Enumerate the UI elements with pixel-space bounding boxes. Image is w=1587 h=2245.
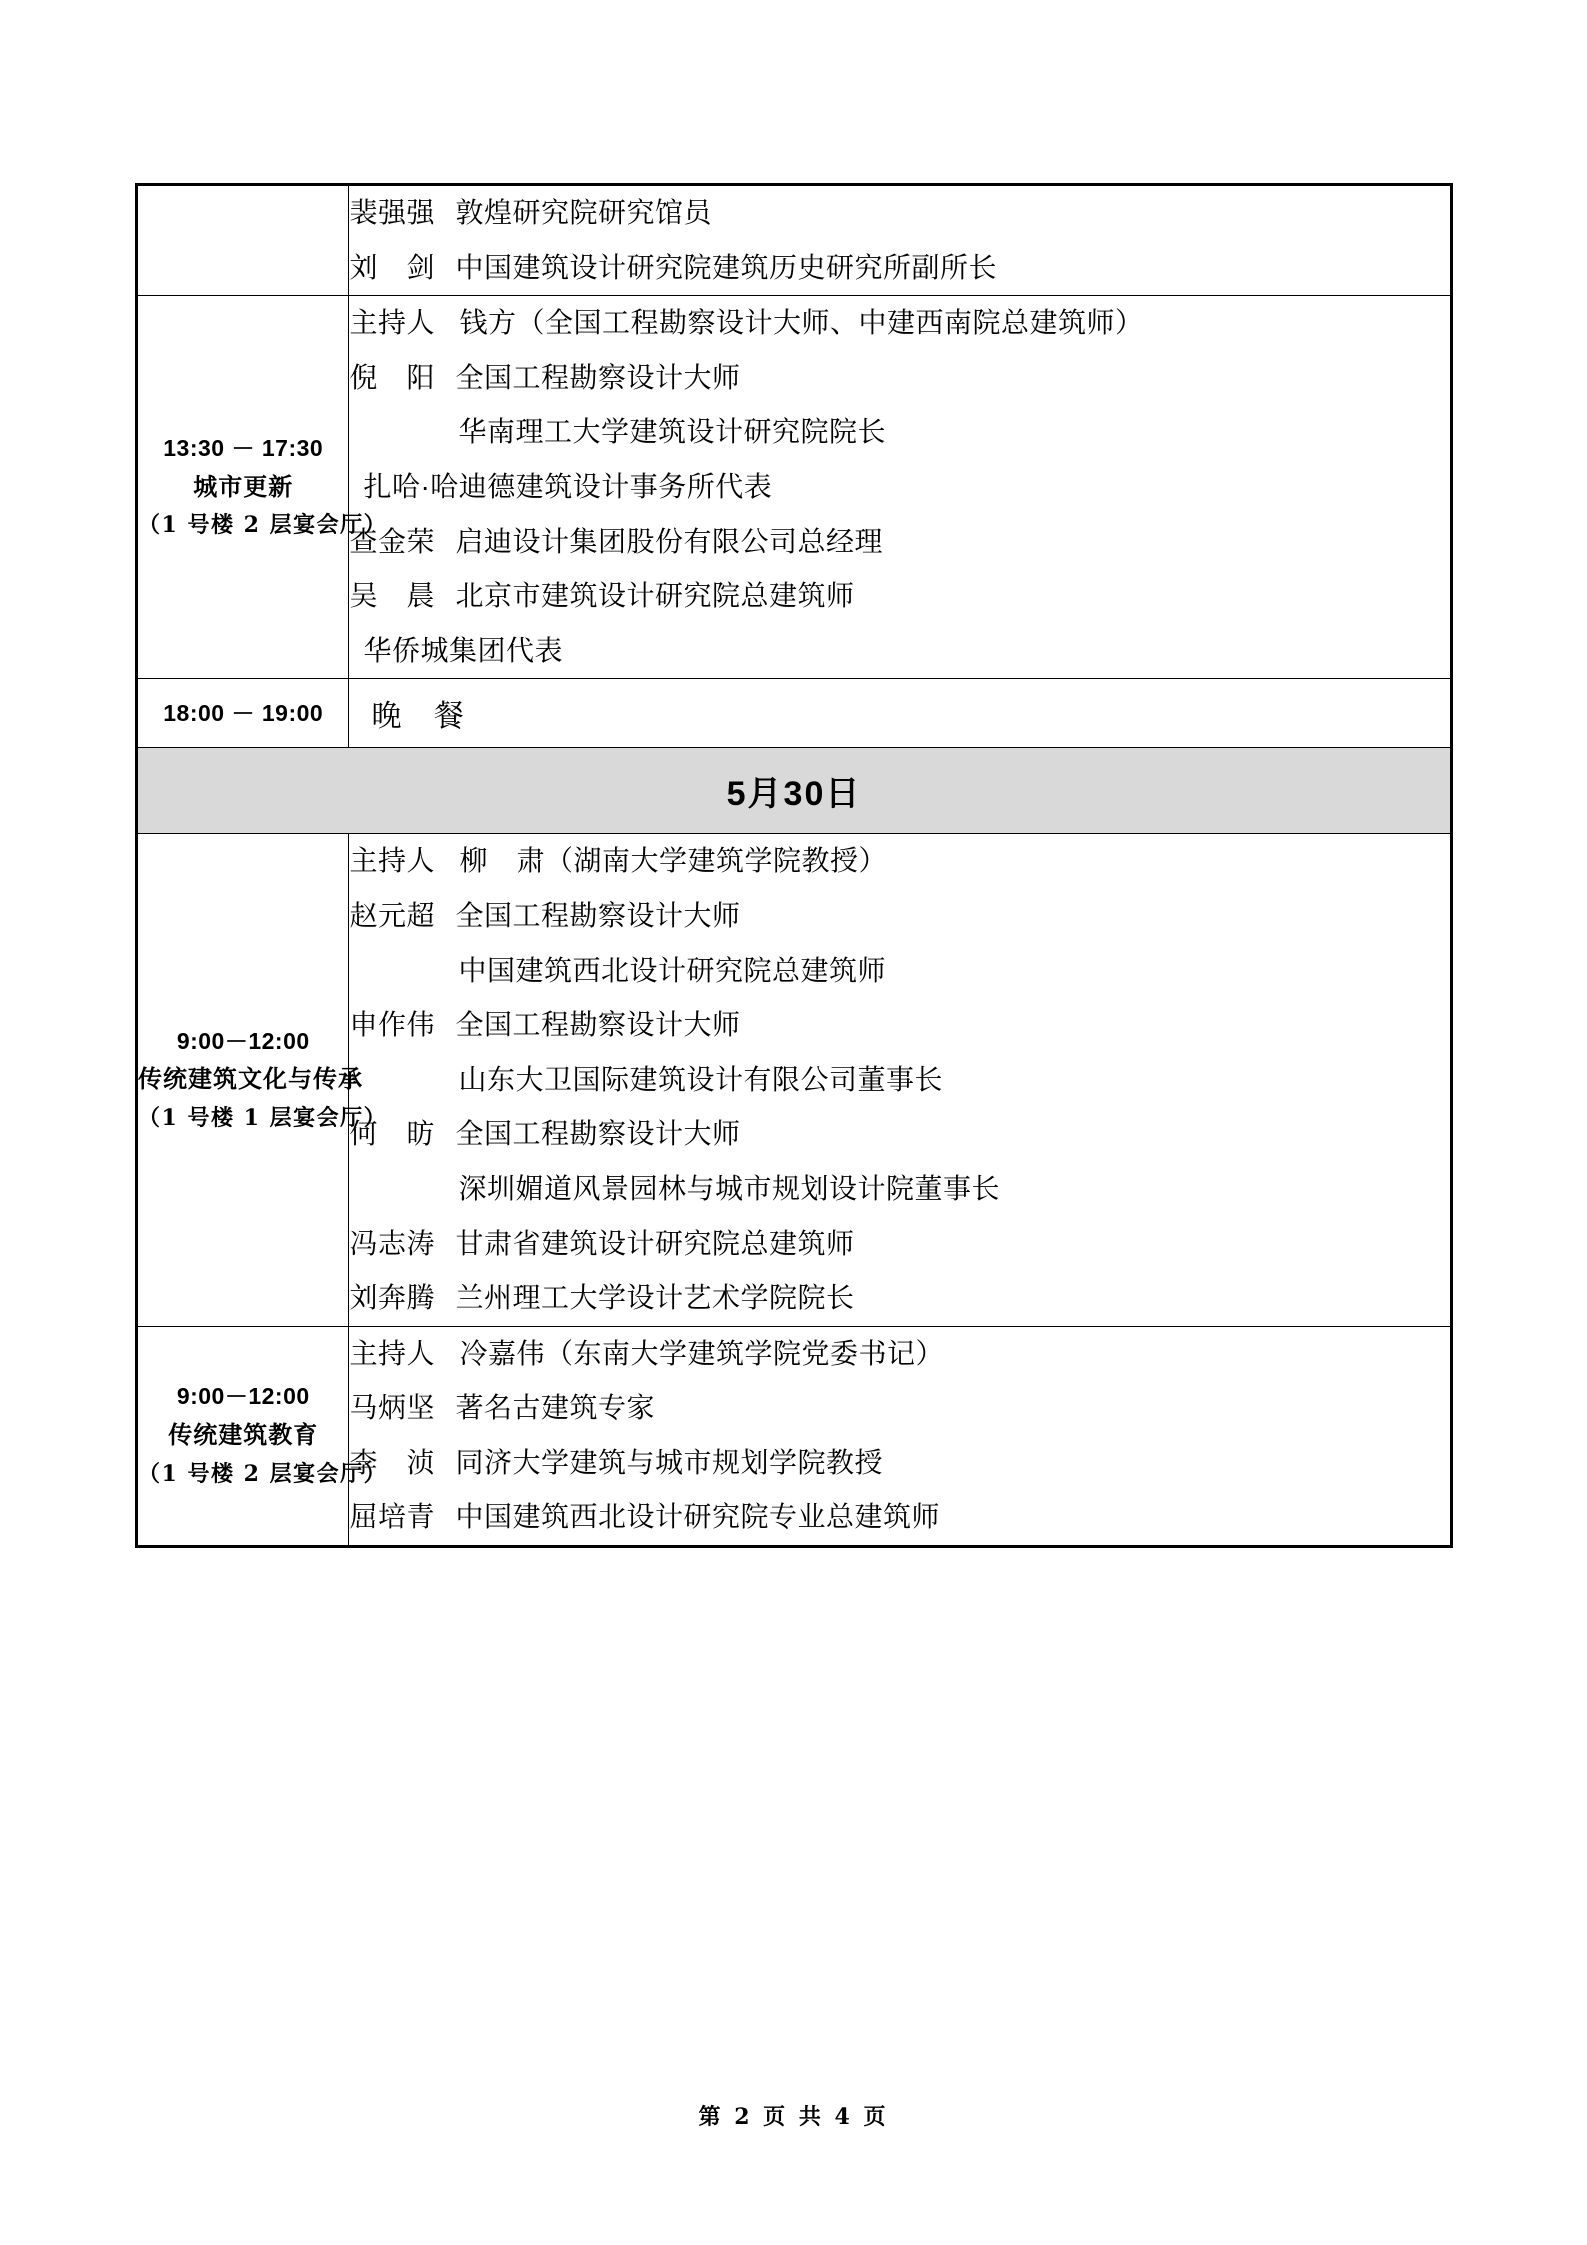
speaker-role: 全国工程勘察设计大师 bbox=[455, 1118, 741, 1150]
speaker-entry bbox=[349, 1490, 1450, 1545]
session-topic: 传统建筑教育 bbox=[168, 1420, 319, 1450]
session-speakers-cell bbox=[349, 185, 1452, 296]
speaker-role: 中国建筑设计研究院建筑历史研究所副所长 bbox=[455, 251, 997, 283]
session-venue: （1 号楼 1 层宴会厅） bbox=[138, 1105, 388, 1132]
speaker-entry bbox=[349, 889, 1450, 944]
session-time-cell bbox=[137, 679, 349, 748]
speaker-entry bbox=[349, 944, 1450, 999]
speaker-role: 华南理工大学建筑设计研究院院长 bbox=[458, 416, 886, 448]
speaker-entry bbox=[349, 1107, 1450, 1162]
speaker-role: 全国工程勘察设计大师 bbox=[455, 1009, 741, 1041]
speaker-entry bbox=[349, 1327, 1450, 1382]
speaker-role: 柳 肃（湖南大学建筑学院教授） bbox=[459, 845, 887, 877]
schedule-row bbox=[137, 1326, 1452, 1546]
speaker-role: 深圳媚道风景园林与城市规划设计院董事长 bbox=[458, 1172, 1000, 1204]
session-time-cell bbox=[137, 1326, 388, 1546]
session-venue: （1 号楼 2 层宴会厅） bbox=[138, 512, 388, 539]
speaker-role: 北京市建筑设计研究院总建筑师 bbox=[455, 580, 855, 612]
date-label: 5月30日 bbox=[726, 775, 862, 814]
speaker-role: 敦煌研究院研究馆员 bbox=[455, 197, 712, 228]
speaker-entry bbox=[349, 460, 1450, 515]
conference-schedule-table bbox=[135, 183, 1453, 1548]
speaker-name: 主持人 bbox=[349, 1337, 435, 1369]
speaker-role: 著名古建筑专家 bbox=[455, 1392, 655, 1424]
speaker-name: 屈培青 bbox=[349, 1501, 435, 1533]
speaker-role: 华侨城集团代表 bbox=[363, 634, 563, 666]
speaker-entry bbox=[349, 1217, 1450, 1272]
speaker-entry bbox=[349, 624, 1450, 679]
speaker-name: 冯志涛 bbox=[349, 1227, 435, 1259]
session-time-cell bbox=[137, 296, 388, 679]
session-time-cell bbox=[137, 834, 388, 1326]
speaker-name: 申作伟 bbox=[349, 1009, 435, 1041]
speaker-name: 主持人 bbox=[349, 307, 435, 339]
speaker-entry bbox=[349, 1381, 1450, 1436]
session-topic: 传统建筑文化与传承 bbox=[138, 1064, 363, 1094]
speaker-role: 中国建筑西北设计研究院总建筑师 bbox=[458, 954, 886, 986]
speaker-role: 全国工程勘察设计大师 bbox=[455, 899, 741, 931]
session-venue: （1 号楼 2 层宴会厅） bbox=[138, 1460, 388, 1487]
speaker-role: 同济大学建筑与城市规划学院教授 bbox=[455, 1446, 883, 1478]
speaker-name: 吴 晨 bbox=[349, 580, 435, 612]
session-speakers-cell bbox=[349, 1326, 1452, 1546]
speaker-entry bbox=[349, 1436, 1450, 1491]
session-time: 9:00－12:00 bbox=[176, 1383, 310, 1410]
speaker-entry bbox=[349, 1271, 1450, 1326]
speaker-entry bbox=[349, 834, 1450, 889]
speaker-role: 冷嘉伟（东南大学建筑学院党委书记） bbox=[459, 1337, 944, 1369]
speaker-name: 李 浈 bbox=[349, 1446, 435, 1478]
schedule-table-body bbox=[137, 185, 1452, 1547]
speaker-name: 马炳坚 bbox=[349, 1392, 435, 1424]
speaker-entry bbox=[349, 296, 1450, 351]
speaker-role: 全国工程勘察设计大师 bbox=[455, 361, 741, 393]
schedule-row bbox=[137, 834, 1452, 1326]
speaker-entry bbox=[349, 351, 1450, 406]
speaker-role: 兰州理工大学设计艺术学院院长 bbox=[455, 1282, 855, 1314]
session-time-cell bbox=[137, 185, 349, 296]
speaker-entry bbox=[349, 186, 1450, 241]
session-speakers-cell bbox=[349, 834, 1452, 1326]
speaker-entry bbox=[349, 1053, 1450, 1108]
speaker-entry bbox=[349, 515, 1450, 570]
speaker-name: 刘 剑 bbox=[349, 251, 435, 283]
meal-label: 晚 餐 bbox=[371, 700, 476, 734]
speaker-role: 山东大卫国际建筑设计有限公司董事长 bbox=[458, 1063, 943, 1095]
schedule-row bbox=[137, 296, 1452, 679]
speaker-name: 刘奔腾 bbox=[349, 1282, 435, 1314]
page-footer: 第 2 页 共 4 页 bbox=[698, 2104, 889, 2130]
speaker-role: 启迪设计集团股份有限公司总经理 bbox=[455, 525, 883, 557]
speaker-name: 赵元超 bbox=[349, 899, 435, 931]
speaker-role: 中国建筑西北设计研究院专业总建筑师 bbox=[455, 1501, 940, 1533]
speaker-name: 主持人 bbox=[349, 845, 435, 877]
speaker-role: 甘肃省建筑设计研究院总建筑师 bbox=[455, 1227, 855, 1259]
schedule-row bbox=[137, 679, 1452, 748]
speaker-entry bbox=[349, 241, 1450, 296]
session-topic: 城市更新 bbox=[193, 471, 294, 501]
session-speakers-cell bbox=[349, 296, 1452, 679]
session-time: 9:00－12:00 bbox=[176, 1027, 310, 1054]
speaker-name: 裴强强 bbox=[349, 197, 435, 228]
speaker-name: 倪 阳 bbox=[349, 361, 435, 393]
session-time: 13:30 － 17:30 bbox=[163, 434, 324, 461]
date-separator-cell bbox=[137, 748, 1452, 834]
schedule-row bbox=[137, 185, 1452, 296]
speaker-role: 扎哈·哈迪德建筑设计事务所代表 bbox=[363, 470, 773, 502]
speaker-role: 钱方（全国工程勘察设计大师、中建西南院总建筑师） bbox=[459, 307, 1144, 339]
speaker-entry bbox=[349, 998, 1450, 1053]
speaker-entry bbox=[349, 1162, 1450, 1217]
date-separator-row bbox=[137, 748, 1452, 834]
session-time: 18:00 － 19:00 bbox=[163, 699, 324, 726]
speaker-name: 何 昉 bbox=[349, 1118, 435, 1150]
speaker-entry bbox=[349, 405, 1450, 460]
speaker-entry bbox=[349, 569, 1450, 624]
meal-cell bbox=[349, 679, 1452, 748]
speaker-name: 查金荣 bbox=[349, 525, 435, 557]
